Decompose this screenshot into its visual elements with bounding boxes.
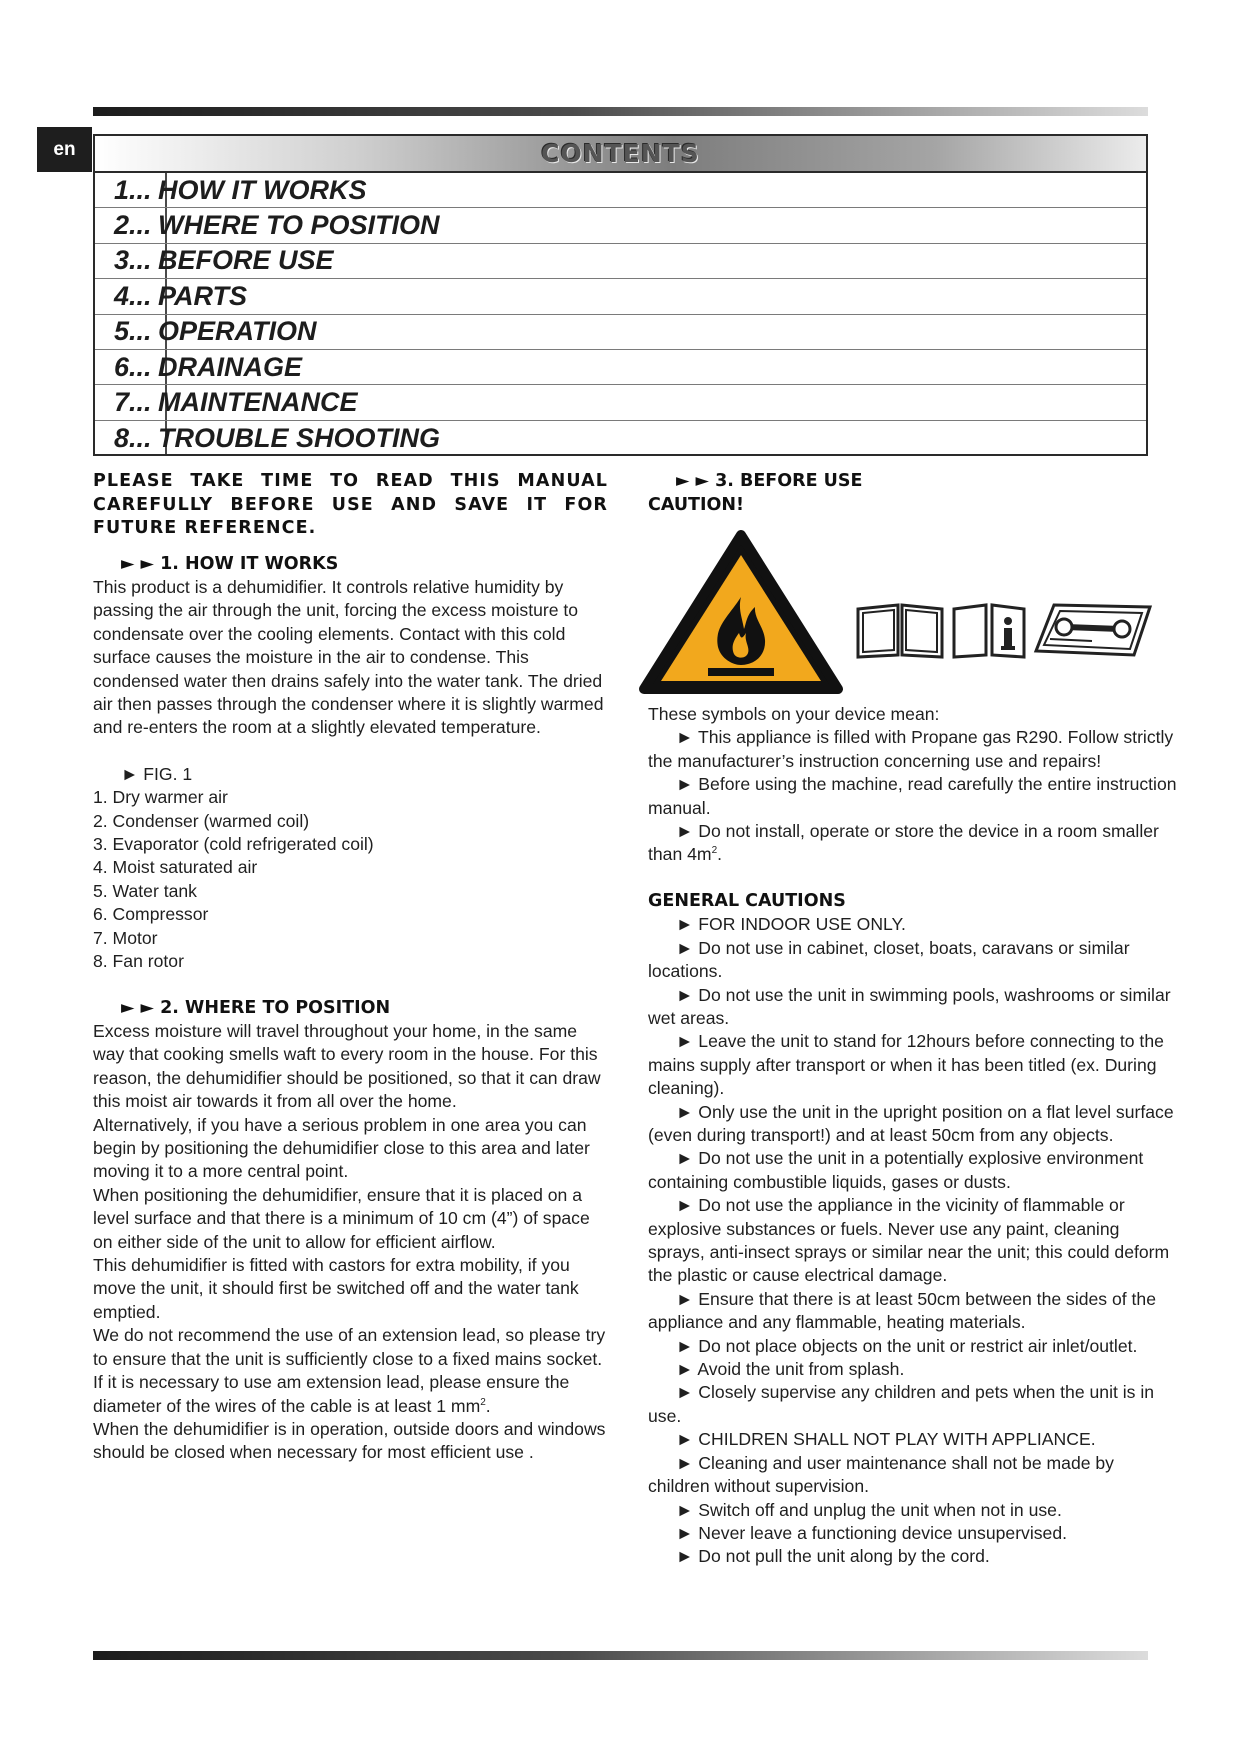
contents-item-number: 5... [114, 316, 152, 347]
contents-item-label: OPERATION [158, 316, 317, 347]
contents-item [95, 208, 1146, 243]
contents-item [95, 315, 1146, 350]
before-use-heading: ► ► 3. BEFORE USE [676, 471, 863, 491]
contents-item-number: 4... [114, 280, 152, 311]
caution-item: ► Switch off and unplug the unit when not in use. [676, 1499, 1062, 1520]
service-manual-wrench-icon [1032, 599, 1156, 661]
caution-item: ► Do not use the unit in swimming pools, washrooms or similar wet areas. [648, 984, 1171, 1028]
contents-item [95, 173, 1146, 208]
symbol-meaning-3 [648, 820, 1178, 867]
caution-item: ► Leave the unit to stand for 12hours before connecting to the mains supply after transport or when it has been titled (ex. During cleaning). [648, 1031, 1164, 1099]
language-tab: en [37, 127, 92, 172]
where-paragraph-3: When positioning the dehumidifier, ensure that it is placed on a level surface and that there is a minimum of 10 cm (4”) of space on either side of the unit to allow for efficient airflow. [93, 1184, 590, 1252]
symbol-meaning-1: ► This appliance is filled with Propane gas R290. Follow strictly the manufacturer’s instruction concerning use and repairs! [648, 727, 1174, 771]
caution-item: ► Avoid the unit from splash. [676, 1359, 905, 1380]
where-paragraph-1: Excess moisture will travel throughout your home, in the same way that cooking smells waft to every room in the house. For this reason, the dehumidifier should be positioned, so that it can draw this moist air towards it from all over the home. [93, 1021, 601, 1112]
symbol-meaning-2: ► Before using the machine, read carefully the entire instruction manual. [648, 774, 1177, 818]
figure-item: 3. Evaporator (cold refrigerated coil) [93, 834, 374, 855]
caution-item: ► CHILDREN SHALL NOT PLAY WITH APPLIANCE. [676, 1429, 1096, 1450]
contents-item-label: BEFORE USE [158, 245, 334, 276]
caution-item: ► Do not use the unit in a potentially explosive environment containing combustible liquids, gases or dusts. [648, 1148, 1144, 1192]
where-paragraph-2: Alternatively, if you have a serious problem in one area you can begin by positioning the dehumidifier close to this area and later moving it to a more central point. [93, 1114, 590, 1182]
contents-item-number: 8... [114, 422, 152, 453]
safety-symbols [648, 529, 1178, 697]
contents-item-number: 2... [114, 210, 152, 241]
contents-item [95, 350, 1146, 385]
caution-item: ► Cleaning and user maintenance shall not be made by children without supervision. [648, 1452, 1114, 1497]
caution-heading: CAUTION! [648, 494, 745, 515]
caution-item: ► Do not use the appliance in the vicinity of flammable or explosive substances or fuels. Never use any paint, cleaning sprays, anti-insect sprays or similar near the unit; this could deform the plastic or cause electrical damage. [648, 1195, 1170, 1286]
general-cautions-heading: GENERAL CAUTIONS [648, 890, 846, 911]
caution-item: ► Closely supervise any children and pets when the unit is in use. [648, 1382, 1155, 1426]
contents-item-number: 7... [114, 387, 152, 418]
flammable-warning-icon [638, 529, 844, 697]
caution-item: ► Do not use in cabinet, closet, boats, caravans or similar locations. [648, 937, 1130, 982]
where-paragraph-6: When the dehumidifier is in operation, outside doors and windows should be closed when necessary for most efficient use . [93, 1418, 606, 1463]
caution-item: ► Do not place objects on the unit or restrict air inlet/outlet. [676, 1335, 1138, 1356]
contents-item-label: HOW IT WORKS [158, 174, 367, 205]
caution-item: ► Do not pull the unit along by the cord. [676, 1546, 990, 1567]
contents-item-label: DRAINAGE [158, 351, 303, 382]
contents-header [95, 136, 1146, 173]
contents-item-number: 1... [114, 174, 152, 205]
top-decorative-bar [93, 107, 1148, 116]
contents-item-number: 3... [114, 245, 152, 276]
right-column [648, 470, 1178, 1569]
symbol-meaning-3-end: . [717, 844, 723, 865]
contents-item [95, 385, 1146, 420]
superscript: 2 [711, 845, 718, 857]
contents-item [95, 279, 1146, 314]
superscript: 2 [480, 1396, 486, 1408]
figure-label: ► FIG. 1 [121, 763, 193, 784]
caution-item: ► Only use the unit in the upright position on a flat level surface (even during transport!) and at least 50cm from any objects. [648, 1101, 1174, 1145]
contents-item-label: TROUBLE SHOOTING [158, 422, 440, 453]
contents-title: CONTENTS [541, 139, 700, 168]
how-it-works-text: This product is a dehumidifier. It controls relative humidity by passing the air through the unit, forcing the excess moisture to condensate over the cooling elements. Contact with this cold surface causes the moisture in the air to condense. This condensed water then drains safely into the water tank. The dried air then passes through the condenser where it is slightly warmed and re-enters the room at a slightly elevated temperature. [93, 577, 604, 738]
figure-item: 5. Water tank [93, 880, 197, 901]
figure-item: 4. Moist saturated air [93, 857, 258, 878]
contents-item-label: WHERE TO POSITION [158, 210, 440, 241]
contents-item-label: MAINTENANCE [158, 387, 358, 418]
how-it-works-heading: ► ► 1. HOW IT WORKS [121, 553, 339, 574]
figure-item: 2. Condenser (warmed coil) [93, 810, 310, 831]
where-paragraph-5-end: . [485, 1395, 491, 1416]
bottom-decorative-bar [93, 1651, 1148, 1660]
contents-item-number: 6... [114, 351, 152, 382]
contents-table [93, 134, 1148, 456]
where-paragraph-5 [93, 1324, 608, 1418]
figure-item: 7. Motor [93, 927, 158, 948]
intro-notice: PLEASE TAKE TIME TO READ THIS MANUAL CAREFULLY BEFORE USE AND SAVE IT FOR FUTURE REFERENCE. [93, 471, 608, 538]
information-manual-icon [950, 599, 1028, 661]
caution-item: ► Ensure that there is at least 50cm between the sides of the appliance and any flammable, heating materials. [648, 1288, 1157, 1333]
figure-item: 6. Compressor [93, 904, 209, 925]
caution-item: ► Never leave a functioning device unsupervised. [676, 1522, 1068, 1543]
left-column [93, 470, 608, 1465]
contents-item [95, 421, 1146, 456]
caution-item: ► FOR INDOOR USE ONLY. [676, 914, 906, 935]
contents-item-label: PARTS [158, 280, 248, 311]
open-manual-icon [854, 599, 946, 661]
contents-item [95, 244, 1146, 279]
figure-item: 1. Dry warmer air [93, 787, 228, 808]
where-to-position-heading: ► ► 2. WHERE TO POSITION [121, 997, 391, 1018]
symbol-meaning-3-text: ► Do not install, operate or store the device in a room smaller than 4m [648, 821, 1159, 865]
where-paragraph-4: This dehumidifier is fitted with castors for extra mobility, if you move the unit, it should first be switched off and the water tank emptied. [93, 1255, 579, 1322]
figure-item: 8. Fan rotor [93, 951, 184, 972]
where-paragraph-5-text: We do not recommend the use of an extension lead, so please try to ensure that the unit is sufficiently close to a fixed mains socket. If it is necessary to use am extension lead, please ensure the diameter of the wires of the cable is at least 1 mm [93, 1325, 606, 1416]
symbols-intro: These symbols on your device mean: [648, 704, 940, 724]
